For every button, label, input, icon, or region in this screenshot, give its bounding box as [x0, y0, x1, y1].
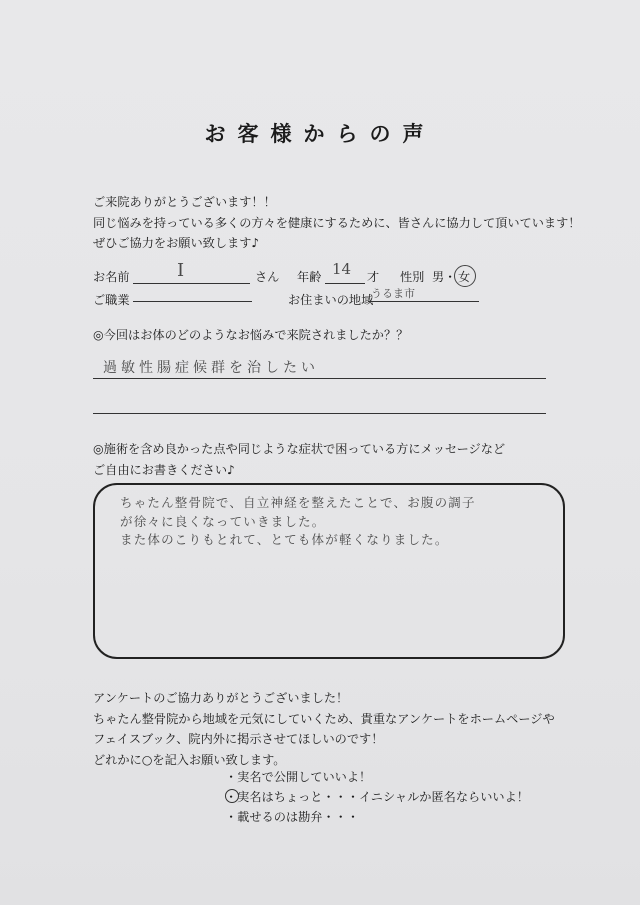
page-title: お客様からの声: [204, 122, 436, 146]
gender-separator: ・: [444, 270, 457, 284]
name-value: I: [177, 260, 185, 281]
name-line: [133, 283, 250, 284]
age-suffix: 才: [367, 270, 380, 284]
intro-line-2: 同じ悩みを持っている多くの方々を健康にするために、皆さんに協力して頂いています！: [93, 216, 581, 230]
question-1: ◎今回はお体のどのようなお悩みで来院されましたか？？: [93, 328, 409, 342]
area-line: [368, 301, 479, 302]
job-line: [133, 301, 252, 302]
answer-2-line-1: ちゃたん整骨院で、自立神経を整えたことで、お腹の調子: [120, 495, 476, 510]
gender-label: 性別: [400, 270, 425, 284]
area-value: うるま市: [371, 287, 415, 300]
name-label: お名前: [93, 270, 130, 284]
answer-2-line-2: が徐々に良くなっていきました。: [120, 514, 326, 529]
answer-1-line-2: [93, 413, 546, 414]
gender-female: 女: [458, 270, 471, 284]
question-2-line-1: ◎施術を含め良かった点や同じような症状で困っている方にメッセージなど: [93, 442, 506, 456]
area-label: お住まいの地域: [288, 293, 374, 307]
intro-line-3: ぜひご協力をお願い致します♪: [93, 236, 260, 250]
closing-line-4: どれかに○を記入お願い致します。: [93, 753, 286, 767]
age-line: [325, 283, 365, 284]
age-label: 年齢: [297, 270, 322, 284]
gender-male: 男: [432, 270, 445, 284]
closing-line-2: ちゃたん整骨院から地域を元気にしていくため、貴重なアンケートをホームページや: [93, 712, 555, 726]
question-2-line-2: ご自由にお書きください♪: [93, 463, 235, 477]
closing-line-3: フェイスブック、院内外に掲示させてほしいのです！: [93, 732, 384, 746]
age-value: 14: [332, 260, 352, 278]
answer-1-line-1: [93, 378, 546, 379]
answer-1: 過敏性腸症候群を治したい: [103, 360, 319, 376]
name-suffix: さん: [255, 270, 280, 284]
gender-circle-icon: [454, 265, 476, 287]
selected-option-circle-icon: [225, 789, 239, 803]
option-real-name: ・実名で公開していいよ！: [225, 770, 372, 784]
answer-2-line-3: また体のこりもとれて、とても体が軽くなりました。: [120, 532, 449, 547]
closing-line-1: アンケートのご協力ありがとうございました！: [93, 691, 349, 705]
option-initials: ・実名はちょっと・・・イニシャルか匿名ならいいよ！: [225, 790, 529, 804]
option-decline: ・載せるのは勘弁・・・: [225, 810, 360, 824]
intro-line-1: ご来院ありがとうございます！！: [93, 195, 276, 209]
job-label: ご職業: [93, 293, 130, 307]
